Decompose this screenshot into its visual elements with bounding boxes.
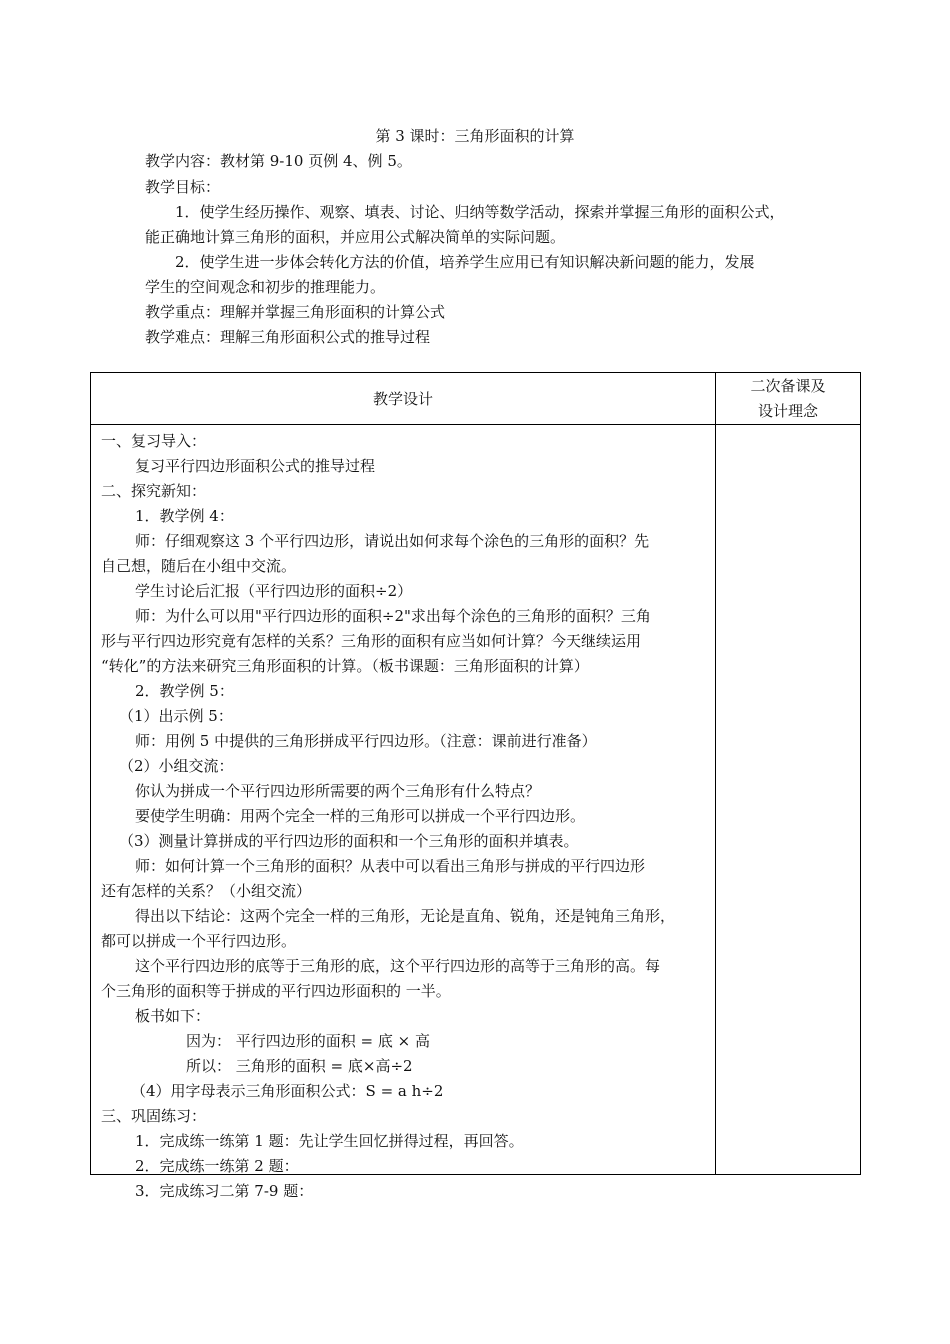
- notes-column-body: [716, 425, 861, 1175]
- text-line: （4）用字母表示三角形面积公式：S = a h÷2: [131, 1082, 444, 1100]
- text-line: 这个平行四边形的底等于三角形的底，这个平行四边形的高等于三角形的高。每: [135, 957, 661, 975]
- header-teaching-design: 教学设计: [91, 373, 716, 425]
- formula-line: 所以： 三角形的面积 = 底×高÷2: [186, 1057, 413, 1075]
- teaching-design-body: [91, 425, 716, 1200]
- text-line: 都可以拼成一个平行四边形。: [101, 932, 297, 950]
- text-line: 师：如何计算一个三角形的面积？从表中可以看出三角形与拼成的平行四边形: [135, 857, 646, 875]
- header-notes: [716, 373, 861, 425]
- text-line: 2．教学例 5：: [135, 682, 234, 700]
- teaching-difficulty: 教学难点：理解三角形面积公式的推导过程: [145, 328, 431, 346]
- text-line: 要使学生明确：用两个完全一样的三角形可以拼成一个平行四边形。: [135, 807, 586, 825]
- text-line: 1．完成练一练第 1 题：先让学生回忆拼得过程，再回答。: [135, 1132, 524, 1150]
- teaching-key-point: 教学重点：理解并掌握三角形面积的计算公式: [145, 303, 446, 321]
- teaching-goals-label: 教学目标：: [145, 178, 221, 196]
- text-line: 1．教学例 4：: [135, 507, 234, 525]
- text-line: 板书如下：: [135, 1007, 211, 1025]
- text-line: 还有怎样的关系？（小组交流）: [101, 882, 312, 900]
- text-line: 得出以下结论：这两个完全一样的三角形，无论是直角、锐角，还是钝角三角形，: [135, 907, 676, 925]
- text-line: （2）小组交流：: [119, 757, 234, 775]
- text-line: 师：仔细观察这 3 个平行四边形，请说出如何求每个涂色的三角形的面积？先: [135, 532, 650, 550]
- section-practice: 三、巩固练习：: [101, 1107, 207, 1125]
- section-explore: 二、探究新知：: [101, 482, 207, 500]
- text-line: （1）出示例 5：: [119, 707, 233, 725]
- text-line: 你认为拼成一个平行四边形所需要的两个三角形有什么特点？: [135, 782, 541, 800]
- lesson-title: 第 3 课时：三角形面积的计算: [375, 127, 575, 145]
- goal-1-line-2: 能正确地计算三角形的面积，并应用公式解决简单的实际问题。: [145, 228, 566, 246]
- text-line: 师：为什么可以用"平行四边形的面积÷2"求出每个涂色的三角形的面积？三角: [135, 607, 651, 625]
- goal-2-line-2: 学生的空间观念和初步的推理能力。: [145, 278, 386, 296]
- header-notes-line-1: 二次备课及: [750, 377, 826, 395]
- text-line: （3）测量计算拼成的平行四边形的面积和一个三角形的面积并填表。: [119, 832, 579, 850]
- teaching-content: 教学内容：教材第 9-10 页例 4、例 5。: [145, 152, 412, 170]
- section-review: 一、复习导入：: [101, 432, 207, 450]
- goal-2-line-1: 2．使学生进一步体会转化方法的价值，培养学生应用已有知识解决新问题的能力，发展: [175, 253, 755, 271]
- goal-1-line-1: 1．使学生经历操作、观察、填表、讨论、归纳等数学活动，探索并掌握三角形的面积公式，: [175, 203, 785, 221]
- text-line: 个三角形的面积等于拼成的平行四边形面积的 一半。: [101, 982, 451, 1000]
- formula-line: 因为： 平行四边形的面积 = 底 × 高: [186, 1032, 430, 1050]
- text-line: 复习平行四边形面积公式的推导过程: [135, 457, 376, 475]
- text-line: “转化”的方法来研究三角形面积的计算。（板书课题：三角形面积的计算）: [101, 657, 589, 675]
- text-line: 师：用例 5 中提供的三角形拼成平行四边形。（注意：课前进行准备）: [135, 732, 597, 750]
- header-notes-line-2: 设计理念: [757, 402, 818, 420]
- text-line: 学生讨论后汇报（平行四边形的面积÷2）: [135, 582, 413, 600]
- text-line: 形与平行四边形究竟有怎样的关系？三角形的面积有应当如何计算？今天继续运用: [101, 632, 642, 650]
- lesson-plan-table: [90, 372, 861, 1200]
- text-line: 自己想，随后在小组中交流。: [101, 557, 297, 575]
- text-line: 3．完成练习二第 7-9 题：: [135, 1182, 314, 1200]
- text-line: 2．完成练一练第 2 题：: [135, 1157, 299, 1175]
